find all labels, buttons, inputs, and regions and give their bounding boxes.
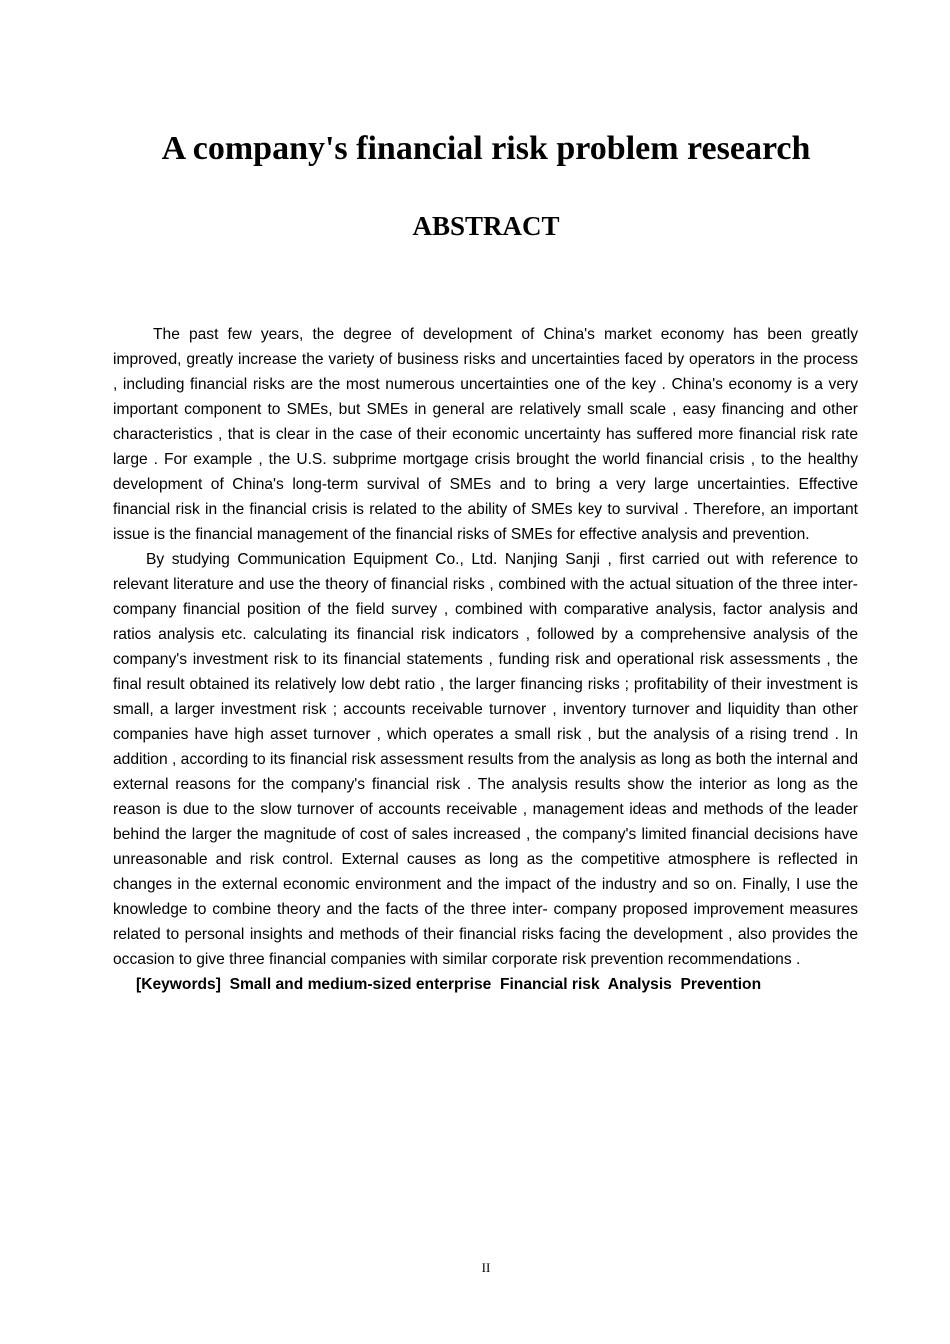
page-number: II bbox=[481, 1260, 491, 1275]
abstract-body bbox=[113, 322, 858, 997]
abstract-paragraph-2: By studying Communication Equipment Co., Ltd. Nanjing Sanji , first carried out with reference to relevant literature and use the theory of financial risks , combined with the actual situation of the three inter- company financial position of the field survey , combined with comparative analysis, factor analysis and ratios analysis etc. calculating its financial risk indicators , followed by a comprehensive analysis of the company's investment risk to its financial statements , funding risk and operational risk assessments , the final result obtained its relatively low debt ratio , the larger financing risks ; profitability of their investment is small, a larger investment risk ; accounts receivable turnover , inventory turnover and liquidity than other companies have high asset turnover , which operates a small risk , but the analysis of a rising trend . In addition , according to its financial risk assessment results from the analysis as long as both the internal and external reasons for the company's financial risk . The analysis results show the interior as long as the reason is due to the slow turnover of accounts receivable , management ideas and methods of the leader behind the larger the magnitude of cost of sales increased , the company's limited financial decisions have unreasonable and risk control. External causes as long as the competitive atmosphere is reflected in changes in the external economic environment and the impact of the industry and so on. Finally, I use the knowledge to combine theory and the facts of the three inter- company proposed improvement measures related to personal insights and methods of their financial risks facing the development , also provides the occasion to give three financial companies with similar corporate risk prevention recommendations . bbox=[113, 551, 858, 968]
abstract-paragraph-1: The past few years, the degree of development of China's market economy has been greatly improved, greatly increase the variety of business risks and uncertainties faced by operators in the process , including financial risks are the most numerous uncertainties one of the key . China's economy is a very important component to SMEs, but SMEs in general are relatively small scale , easy financing and other characteristics , that is clear in the case of their economic uncertainty has suffered more financial risk rate large . For example , the U.S. subprime mortgage crisis brought the world financial crisis , to the healthy development of China's long-term survival of SMEs and to bring a very large uncertainties. Effective financial risk in the financial crisis is related to the ability of SMEs key to survival . Therefore, an important issue is the financial management of the financial risks of SMEs for effective analysis and prevention. bbox=[113, 326, 858, 543]
paper-title: A company's financial risk problem research bbox=[161, 130, 811, 167]
abstract-heading: ABSTRACT bbox=[412, 211, 560, 241]
keywords-line: [Keywords] Small and medium-sized enterprise Financial risk Analysis Prevention bbox=[136, 976, 762, 993]
